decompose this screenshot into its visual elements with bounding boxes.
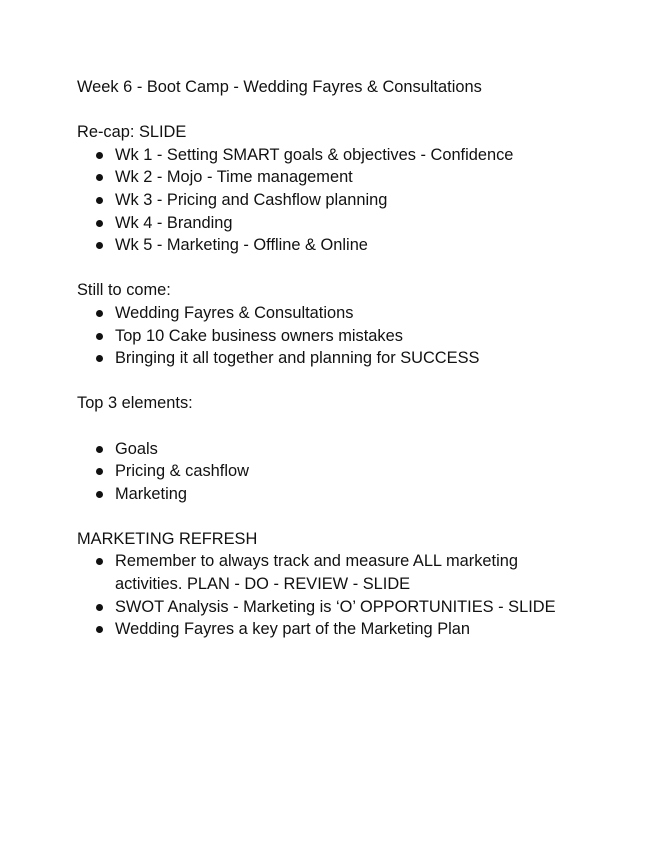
bullet-icon — [96, 446, 103, 453]
bullet-icon — [96, 604, 103, 611]
list-item: Wk 4 - Branding — [77, 212, 637, 235]
list-item: Wk 5 - Marketing - Offline & Online — [77, 234, 637, 257]
marketing-refresh-list — [77, 550, 637, 640]
list-item: SWOT Analysis - Marketing is ‘O’ OPPORTUNITIES - SLIDE — [77, 596, 637, 619]
list-item: Wedding Fayres a key part of the Marketing Plan — [77, 618, 637, 641]
list-item: Remember to always track and measure ALL marketing activities. PLAN - DO - REVIEW - SLIDE — [77, 550, 637, 595]
list-item: Goals — [77, 438, 637, 461]
bullet-icon — [96, 355, 103, 362]
list-item: Wedding Fayres & Consultations — [77, 302, 637, 325]
bullet-icon — [96, 468, 103, 475]
spacer — [77, 99, 637, 122]
bullet-icon — [96, 220, 103, 227]
bullet-icon — [96, 174, 103, 181]
top3-list — [77, 438, 637, 506]
bullet-icon — [96, 242, 103, 249]
bullet-icon — [96, 197, 103, 204]
list-item: Wk 3 - Pricing and Cashflow planning — [77, 189, 637, 212]
list-item: Pricing & cashflow — [77, 460, 637, 483]
spacer — [77, 370, 637, 393]
bullet-icon — [96, 310, 103, 317]
document-page — [77, 76, 637, 641]
list-item: Top 10 Cake business owners mistakes — [77, 325, 637, 348]
recap-heading: Re-cap: SLIDE — [77, 123, 187, 142]
bullet-icon — [96, 558, 103, 565]
marketing-refresh-heading: MARKETING REFRESH — [77, 529, 258, 548]
still-to-come-heading: Still to come: — [77, 281, 171, 300]
spacer — [77, 415, 637, 438]
spacer — [77, 505, 637, 528]
bullet-icon — [96, 152, 103, 159]
still-to-come-list — [77, 302, 637, 370]
list-item: Marketing — [77, 483, 637, 506]
document-title: Week 6 - Boot Camp - Wedding Fayres & Consultations — [77, 78, 482, 96]
bullet-icon — [96, 491, 103, 498]
list-item: Wk 2 - Mojo - Time management — [77, 166, 637, 189]
list-item: Bringing it all together and planning for SUCCESS — [77, 347, 637, 370]
recap-list — [77, 144, 637, 257]
top3-heading: Top 3 elements: — [77, 394, 193, 413]
spacer — [77, 257, 637, 280]
bullet-icon — [96, 626, 103, 633]
bullet-icon — [96, 333, 103, 340]
list-item: Wk 1 - Setting SMART goals & objectives - Confidence — [77, 144, 637, 167]
